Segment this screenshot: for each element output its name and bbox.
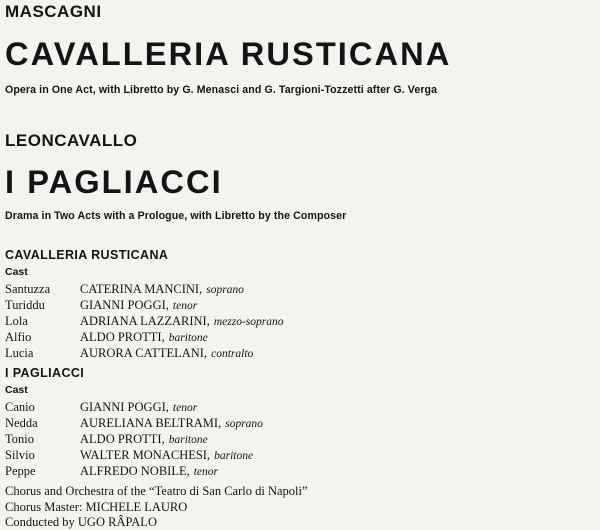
cast-section-heading: CAVALLERIA RUSTICANA — [5, 248, 169, 262]
cast-role: Tonio — [5, 432, 34, 446]
cast-voice-type: tenor — [193, 466, 218, 478]
cast-role: Silvio — [5, 448, 35, 462]
cast-voice-type: soprano — [225, 418, 263, 430]
credit-chorus-master: Chorus Master: MICHELE LAURO — [5, 500, 188, 514]
cast-voice-type: tenor — [172, 402, 198, 414]
cast-singer: ALDO PROTTI, — [80, 330, 165, 344]
credit-conductor: Conducted by UGO RÂPALO — [5, 515, 157, 529]
cast-voice-type: baritone — [168, 434, 208, 446]
cast-voice-type: contralto — [211, 348, 254, 360]
cast-label: Cast — [5, 266, 28, 278]
cast-role: Lola — [5, 314, 28, 328]
cast-role: Lucia — [5, 346, 34, 360]
cast-voice-type: soprano — [206, 284, 244, 296]
cast-singer: WALTER MONACHESI, — [80, 448, 211, 462]
cast-role: Santuzza — [5, 282, 51, 296]
credit-orchestra: Chorus and Orchestra of the “Teatro di San Carlo di Napoli” — [5, 484, 308, 498]
cast-voice-type: tenor — [172, 300, 198, 312]
cast-label: Cast — [5, 384, 28, 396]
cast-singer: ADRIANA LAZZARINI, — [80, 314, 210, 328]
opera-subtitle-cavalleria: Opera in One Act, with Libretto by G. Menasci and G. Targioni-Tozzetti after G. Verga — [5, 84, 438, 96]
cast-voice-type: baritone — [214, 450, 254, 462]
cast-singer: ALFREDO NOBILE, — [80, 464, 190, 478]
cast-singer: ALDO PROTTI, — [80, 432, 165, 446]
cast-singer: GIANNI POGGI, — [80, 400, 169, 414]
cast-role: Nedda — [5, 416, 38, 430]
cast-singer: AURELIANA BELTRAMI, — [80, 416, 222, 430]
cast-section-heading: I PAGLIACCI — [5, 366, 85, 380]
opera-subtitle-pagliacci: Drama in Two Acts with a Prologue, with Libretto by the Composer — [5, 210, 347, 222]
cast-voice-type: baritone — [168, 332, 208, 344]
cast-role: Turiddu — [5, 298, 45, 312]
cast-singer: CATERINA MANCINI, — [80, 282, 203, 296]
opera-title-pagliacci: I PAGLIACCI — [5, 164, 223, 200]
composer-name-leoncavallo: LEONCAVALLO — [5, 131, 138, 150]
cast-role: Peppe — [5, 464, 36, 478]
cast-role: Alfio — [5, 330, 32, 344]
cast-singer: AURORA CATTELANI, — [80, 346, 208, 360]
cast-role: Canio — [5, 400, 35, 414]
cast-voice-type: mezzo-soprano — [213, 316, 284, 328]
cast-singer: GIANNI POGGI, — [80, 298, 169, 312]
opera-title-cavalleria: CAVALLERIA RUSTICANA — [5, 36, 452, 72]
composer-name-mascagni: MASCAGNI — [5, 2, 102, 21]
